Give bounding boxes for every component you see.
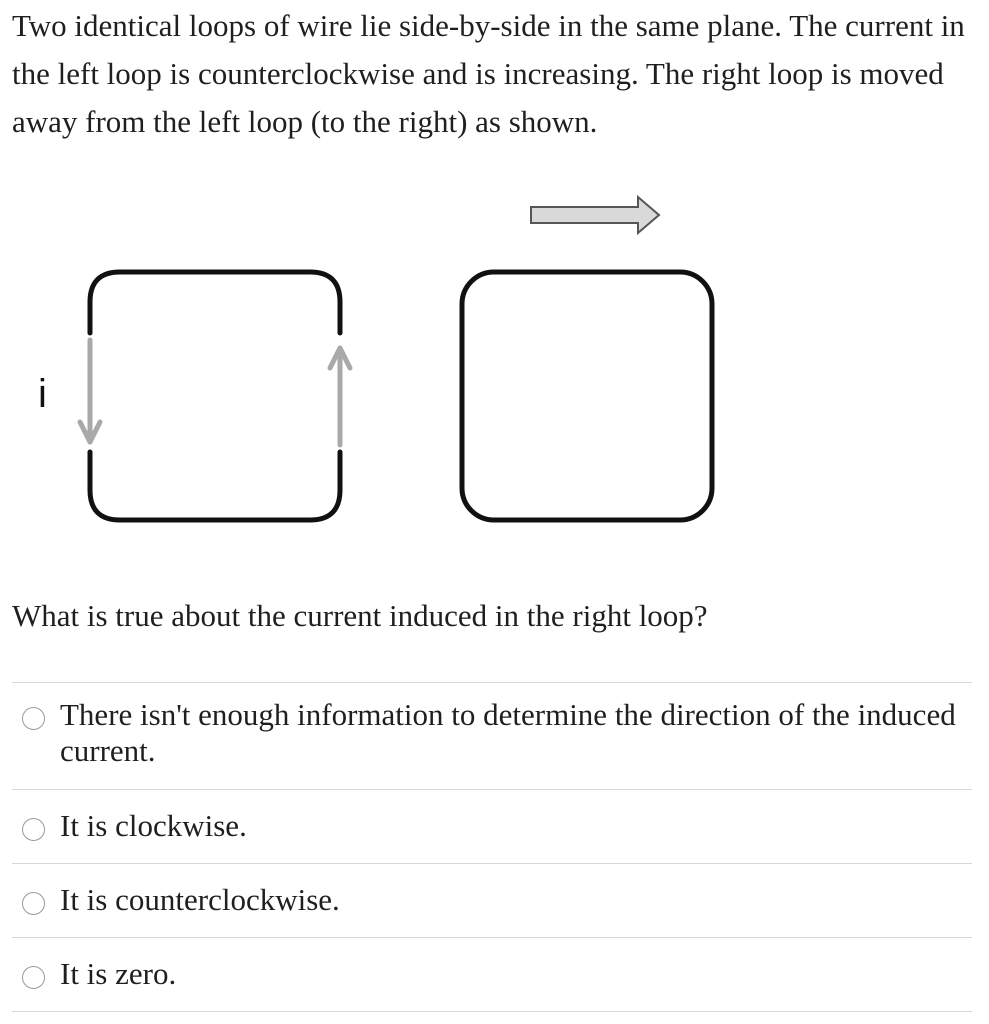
- choice-zero[interactable]: [12, 938, 972, 1012]
- answer-choices: [12, 682, 972, 1012]
- loops-figure: [0, 180, 989, 540]
- choice-label: There isn't enough information to determine the direction of the induced current.: [60, 697, 956, 768]
- choice-label: It is zero.: [60, 956, 177, 991]
- motion-arrow-icon: [531, 197, 659, 233]
- current-label: i: [38, 372, 47, 416]
- radio-button[interactable]: [22, 818, 45, 841]
- choice-not-enough-info[interactable]: [12, 683, 972, 790]
- loops-diagram: [0, 180, 989, 540]
- question-text: Two identical loops of wire lie side-by-side in the same plane. The current in the left loop is counterclockwise and is increasing. The right loop is moved away from the left loop (to the right) as shown.: [12, 8, 965, 139]
- right-current-arrow-icon: [330, 348, 350, 445]
- choice-label: It is clockwise.: [60, 808, 247, 843]
- choice-clockwise[interactable]: [12, 790, 972, 864]
- question-prompt: What is true about the current induced in the right loop?: [12, 598, 708, 633]
- right-loop: [462, 272, 712, 520]
- left-loop: [90, 272, 340, 520]
- choice-label: It is counterclockwise.: [60, 882, 340, 917]
- radio-button[interactable]: [22, 707, 45, 730]
- radio-button[interactable]: [22, 966, 45, 989]
- radio-button[interactable]: [22, 892, 45, 915]
- choice-counterclockwise[interactable]: [12, 864, 972, 938]
- left-current-arrow-icon: [80, 340, 100, 442]
